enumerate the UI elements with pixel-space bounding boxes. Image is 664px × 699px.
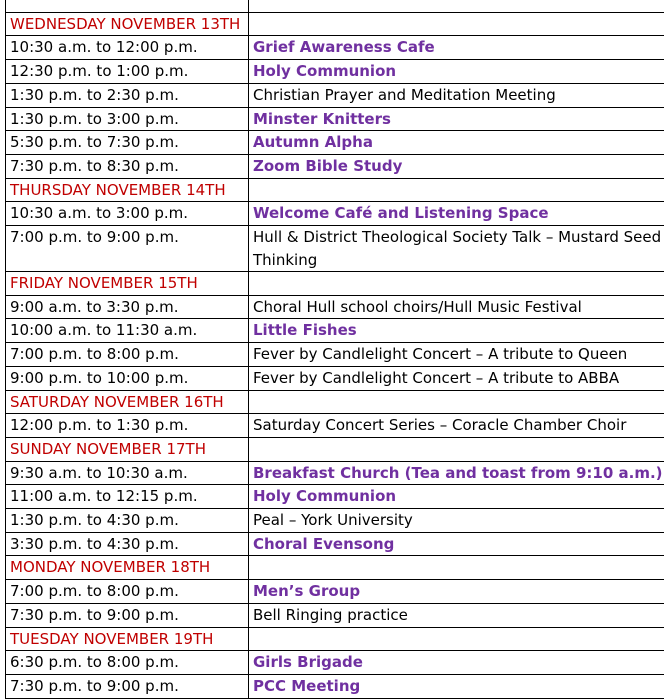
event-row	[6, 485, 664, 509]
event-title: Autumn Alpha	[249, 131, 664, 155]
event-row	[6, 154, 664, 178]
empty-cell	[249, 437, 664, 461]
event-row	[6, 532, 664, 556]
event-row	[6, 603, 664, 627]
event-title: Bell Ringing practice	[249, 603, 664, 627]
event-time: 1:30 p.m. to 2:30 p.m.	[6, 83, 249, 107]
event-time: 7:00 p.m. to 8:00 p.m.	[6, 343, 249, 367]
event-title: Holy Communion	[249, 60, 664, 84]
event-title: Grief Awareness Cafe	[249, 36, 664, 60]
day-heading: SUNDAY NOVEMBER 17TH	[6, 437, 249, 461]
event-title: Holy Communion	[249, 485, 664, 509]
event-title: Choral Evensong	[249, 532, 664, 556]
event-title: Girls Brigade	[249, 651, 664, 675]
day-heading-row	[6, 272, 664, 296]
event-row	[6, 226, 664, 272]
day-heading-row	[6, 627, 664, 651]
event-title: Saturday Concert Series – Coracle Chamber Choir	[249, 414, 664, 438]
schedule-table	[5, 0, 664, 699]
event-time: 1:30 p.m. to 4:30 p.m.	[6, 509, 249, 533]
event-title: Little Fishes	[249, 319, 664, 343]
event-row	[6, 83, 664, 107]
event-time: 7:30 p.m. to 8:30 p.m.	[6, 154, 249, 178]
cut-off-cell	[249, 0, 664, 12]
event-time: 7:00 p.m. to 9:00 p.m.	[6, 226, 249, 272]
empty-cell	[249, 556, 664, 580]
empty-cell	[249, 272, 664, 296]
empty-cell	[249, 627, 664, 651]
day-heading: TUESDAY NOVEMBER 19TH	[6, 627, 249, 651]
day-heading: MONDAY NOVEMBER 18TH	[6, 556, 249, 580]
day-heading-row	[6, 556, 664, 580]
event-row	[6, 36, 664, 60]
event-time: 11:00 a.m. to 12:15 p.m.	[6, 485, 249, 509]
event-title: Welcome Café and Listening Space	[249, 202, 664, 226]
day-heading: THURSDAY NOVEMBER 14TH	[6, 178, 249, 202]
event-time: 12:30 p.m. to 1:00 p.m.	[6, 60, 249, 84]
event-time: 12:00 p.m. to 1:30 p.m.	[6, 414, 249, 438]
event-time: 9:00 a.m. to 3:30 p.m.	[6, 295, 249, 319]
event-row	[6, 461, 664, 485]
event-row	[6, 509, 664, 533]
event-row	[6, 343, 664, 367]
event-time: 7:30 p.m. to 9:00 p.m.	[6, 603, 249, 627]
event-title: Zoom Bible Study	[249, 154, 664, 178]
event-row	[6, 107, 664, 131]
event-row	[6, 580, 664, 604]
event-time: 3:30 p.m. to 4:30 p.m.	[6, 532, 249, 556]
event-time: 9:30 a.m. to 10:30 a.m.	[6, 461, 249, 485]
day-heading-row	[6, 390, 664, 414]
event-title: Christian Prayer and Meditation Meeting	[249, 83, 664, 107]
event-row	[6, 674, 664, 698]
event-time: 9:00 p.m. to 10:00 p.m.	[6, 366, 249, 390]
event-time: 6:30 p.m. to 8:00 p.m.	[6, 651, 249, 675]
empty-cell	[249, 178, 664, 202]
event-row	[6, 295, 664, 319]
event-time: 10:30 a.m. to 12:00 p.m.	[6, 36, 249, 60]
event-title: PCC Meeting	[249, 674, 664, 698]
cut-off-row	[6, 0, 664, 12]
day-heading: FRIDAY NOVEMBER 15TH	[6, 272, 249, 296]
event-row	[6, 651, 664, 675]
event-row	[6, 202, 664, 226]
event-time: 10:30 a.m. to 3:00 p.m.	[6, 202, 249, 226]
day-heading-row	[6, 437, 664, 461]
event-row	[6, 366, 664, 390]
event-title: Peal – York University	[249, 509, 664, 533]
event-title: Choral Hull school choirs/Hull Music Festival	[249, 295, 664, 319]
event-row	[6, 414, 664, 438]
cut-off-cell	[6, 0, 249, 12]
event-time: 1:30 p.m. to 3:00 p.m.	[6, 107, 249, 131]
empty-cell	[249, 12, 664, 36]
event-time: 7:30 p.m. to 9:00 p.m.	[6, 674, 249, 698]
event-title: Fever by Candlelight Concert – A tribute to ABBA	[249, 366, 664, 390]
event-time: 10:00 a.m. to 11:30 a.m.	[6, 319, 249, 343]
event-row	[6, 319, 664, 343]
event-title: Fever by Candlelight Concert – A tribute to Queen	[249, 343, 664, 367]
event-title: Men’s Group	[249, 580, 664, 604]
event-row	[6, 60, 664, 84]
day-heading: WEDNESDAY NOVEMBER 13TH	[6, 12, 249, 36]
day-heading: SATURDAY NOVEMBER 16TH	[6, 390, 249, 414]
event-title: Hull & District Theological Society Talk – Mustard Seed Thinking	[249, 226, 664, 272]
day-heading-row	[6, 12, 664, 36]
day-heading-row	[6, 178, 664, 202]
empty-cell	[249, 390, 664, 414]
event-time: 5:30 p.m. to 7:30 p.m.	[6, 131, 249, 155]
event-title: Minster Knitters	[249, 107, 664, 131]
event-row	[6, 131, 664, 155]
event-time: 7:00 p.m. to 8:00 p.m.	[6, 580, 249, 604]
event-title: Breakfast Church (Tea and toast from 9:10 a.m.)	[249, 461, 664, 485]
schedule-body	[6, 0, 664, 698]
